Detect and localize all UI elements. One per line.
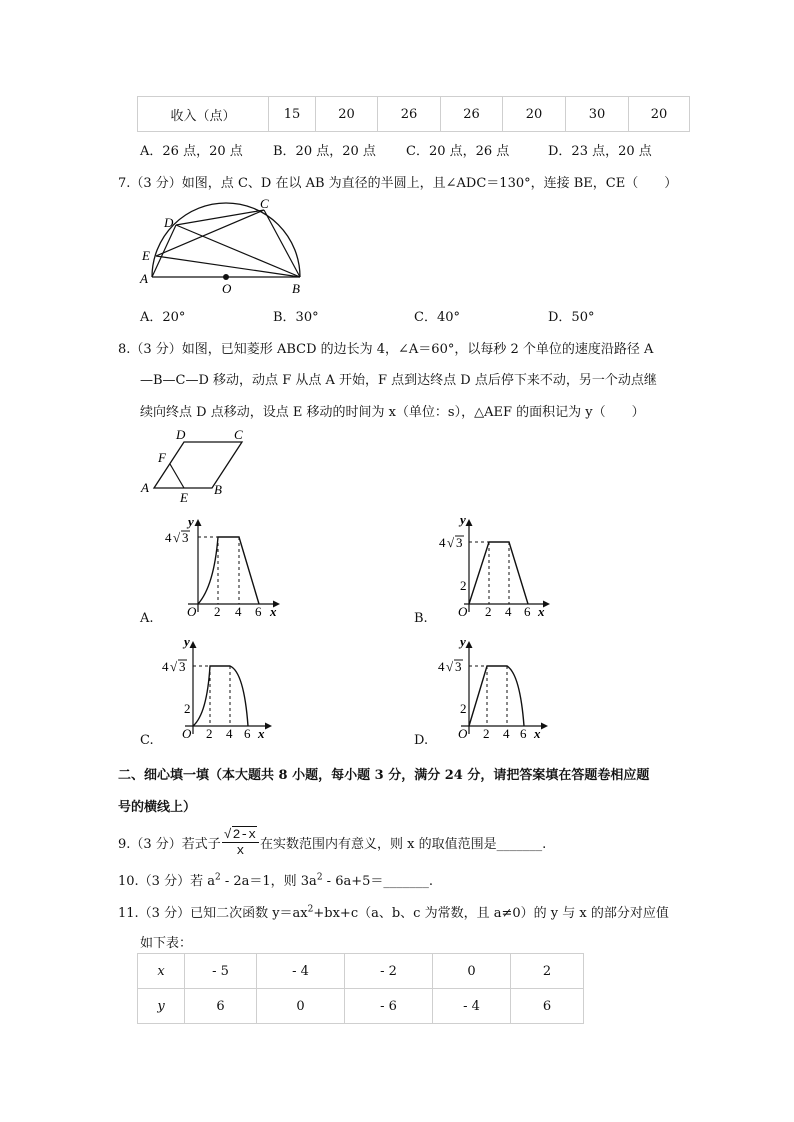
table-cell: 0 [257, 989, 345, 1024]
label-c: C [234, 427, 243, 442]
origin-label: O [182, 726, 192, 741]
table-cell: - 5 [185, 954, 257, 989]
table-row [138, 989, 584, 1024]
y-axis-label: y [460, 634, 466, 649]
x-tick-label: 2 [485, 604, 492, 619]
q6-option-b: B．20 点，20 点 [273, 144, 376, 159]
segment-be [156, 256, 300, 277]
table-cell: 6 [185, 989, 257, 1024]
q6-option-c: C．20 点，26 点 [406, 144, 510, 159]
center-point-o [223, 274, 229, 280]
q11-text-b: +bx+c（a、b、c 为常数，且 a≠0）的 y 与 x 的部分对应值 [313, 906, 669, 921]
y-tick-label: 2 [184, 701, 191, 716]
y-tick-label: 2 [460, 701, 467, 716]
x-axis-label: x [534, 726, 541, 741]
y-axis-arrow [195, 519, 202, 526]
rhombus-abcd [154, 442, 242, 488]
function-curve [198, 537, 259, 604]
table-cell: - 2 [345, 954, 433, 989]
label-b: B [214, 482, 222, 497]
table-cell: 20 [316, 97, 378, 132]
table-row [138, 954, 584, 989]
q8-option-a: A. [140, 611, 154, 626]
section-heading-line-1: 二、细心填一填（本大题共 8 小题，每小题 3 分，满分 24 分，请把答案填在答题卷相应题 [118, 768, 650, 783]
x-tick-label: 6 [524, 604, 531, 619]
y-axis-label: y [460, 512, 466, 527]
y-max-coefficient: 4 [439, 535, 446, 550]
label-e: E [142, 248, 150, 263]
table-cell: 15 [269, 97, 316, 132]
x-tick-label: 2 [206, 726, 213, 741]
table-cell: 20 [629, 97, 690, 132]
y-max-radicand: 3 [179, 659, 186, 674]
q10-mid: - 2a＝1，则 3a [220, 874, 317, 889]
q11-table [137, 953, 584, 1024]
label-a: A [141, 480, 149, 495]
function-curve [193, 666, 248, 726]
y-axis-label: y [188, 514, 194, 529]
y-max-radical-sign: √ [447, 535, 455, 550]
origin-label: O [187, 604, 197, 619]
table-row [138, 97, 690, 132]
origin-label: O [458, 604, 468, 619]
x-tick-label: 6 [244, 726, 251, 741]
q11-exponent: 2 [307, 904, 314, 915]
y-max-radicand: 3 [182, 530, 189, 545]
label-b: B [292, 281, 300, 294]
label-o: O [222, 281, 232, 294]
x-axis-label: x [538, 604, 545, 619]
y-tick-label: 2 [460, 578, 467, 593]
q9-radicand: 2-x [232, 827, 257, 842]
segment-ad [152, 225, 176, 277]
label-c: C [260, 196, 269, 211]
x-tick-label: 6 [520, 726, 527, 741]
q9-line [118, 822, 546, 862]
table-cell: 0 [433, 954, 511, 989]
y-max-radicand: 3 [455, 659, 462, 674]
q11-line-1 [118, 902, 669, 921]
y-axis-arrow [190, 641, 197, 648]
x-axis-arrow [541, 723, 548, 730]
table-header-cell: 收入（点） [138, 97, 269, 132]
y-max-coefficient: 4 [162, 659, 169, 674]
q7-stem: 7.（3 分）如图，点 C、D 在以 AB 为直径的半圆上，且∠ADC＝130°，连接 BE，CE（ ） [118, 176, 678, 191]
q8-stem-line-1: 8.（3 分）如图，已知菱形 ABCD 的边长为 4，∠A＝60°，以每秒 2 个单位的速度沿路径 A [118, 342, 654, 357]
y-max-radical-sign: √ [446, 659, 454, 674]
label-d: D [164, 215, 174, 230]
q8-graph-a [160, 512, 285, 622]
q8-graph-d [436, 634, 561, 744]
q8-graph-b [436, 512, 561, 622]
q9-fraction [222, 826, 259, 858]
table-cell: 30 [566, 97, 629, 132]
q7-semicircle-figure [136, 194, 311, 294]
q9-numerator [222, 826, 259, 843]
q7-option-a: A．20° [140, 310, 186, 325]
x-axis-arrow [265, 723, 272, 730]
q10-line [118, 870, 433, 889]
q11-line-2: 如下表： [140, 936, 193, 951]
q10-exponent: 2 [316, 872, 323, 883]
x-tick-label: 4 [503, 726, 510, 741]
y-axis-label: y [184, 634, 190, 649]
x-tick-label: 4 [235, 604, 242, 619]
y-max-radical-sign: √ [173, 530, 181, 545]
x-tick-label: 4 [226, 726, 233, 741]
q9-prefix: 9.（3 分）若式子 [118, 836, 221, 852]
table-cell: - 6 [345, 989, 433, 1024]
q6-option-d: D．23 点，20 点 [548, 144, 652, 159]
table-header-cell: x [138, 954, 185, 989]
q8-graph-c [160, 634, 285, 744]
table-cell: 6 [511, 989, 584, 1024]
label-e: E [180, 490, 188, 505]
y-max-coefficient: 4 [165, 530, 172, 545]
table-header-cell: y [138, 989, 185, 1024]
radical-sign: √ [223, 827, 232, 842]
segment-ef [170, 464, 184, 488]
q8-option-c: C. [140, 733, 154, 748]
x-tick-label: 2 [214, 604, 221, 619]
q10-suffix: - 6a+5＝_______. [322, 874, 434, 889]
q8-stem-line-3: 续向终点 D 点移动，设点 E 移动的时间为 x（单位：s），△AEF 的面积记为 y（ ） [140, 405, 645, 420]
segment-cb [264, 210, 300, 277]
x-tick-label: 6 [255, 604, 262, 619]
table-cell: 26 [378, 97, 441, 132]
table-cell: 26 [441, 97, 503, 132]
label-d: D [176, 427, 186, 442]
q8-rhombus-figure [138, 424, 258, 506]
function-curve [469, 666, 524, 726]
x-axis-label: x [270, 604, 277, 619]
q10-prefix: 10.（3 分）若 a [118, 874, 215, 889]
segment-db [176, 225, 300, 277]
origin-label: O [458, 726, 468, 741]
q9-suffix: 在实数范围内有意义，则 x 的取值范围是_______. [260, 836, 547, 852]
table-cell: 2 [511, 954, 584, 989]
y-max-radicand: 3 [456, 535, 463, 550]
y-axis-arrow [466, 519, 473, 526]
function-curve [469, 542, 528, 604]
q6-option-a: A．26 点，20 点 [140, 144, 243, 159]
x-tick-label: 4 [505, 604, 512, 619]
label-f: F [158, 450, 166, 465]
q7-option-d: D．50° [548, 310, 595, 325]
q7-option-c: C．40° [414, 310, 460, 325]
q10-exponent: 2 [214, 872, 221, 883]
income-table [137, 96, 690, 132]
section-heading-line-2: 号的横线上） [118, 800, 197, 815]
q8-stem-line-2: —B—C—D 移动，动点 F 从点 A 开始，F 点到达终点 D 点后停下来不动，另一个动点继 [140, 373, 657, 388]
q8-option-b: B. [414, 611, 428, 626]
label-a: A [140, 271, 148, 286]
x-axis-label: x [258, 726, 265, 741]
q9-denominator: x [236, 843, 245, 858]
table-cell: - 4 [433, 989, 511, 1024]
table-cell: 20 [503, 97, 566, 132]
table-cell: - 4 [257, 954, 345, 989]
x-tick-label: 2 [483, 726, 490, 741]
q8-option-d: D. [414, 733, 429, 748]
y-axis-arrow [466, 641, 473, 648]
q11-text-a: 11.（3 分）已知二次函数 y＝ax [118, 906, 308, 921]
q7-option-b: B．30° [273, 310, 319, 325]
y-max-radical-sign: √ [170, 659, 178, 674]
y-max-coefficient: 4 [438, 659, 445, 674]
